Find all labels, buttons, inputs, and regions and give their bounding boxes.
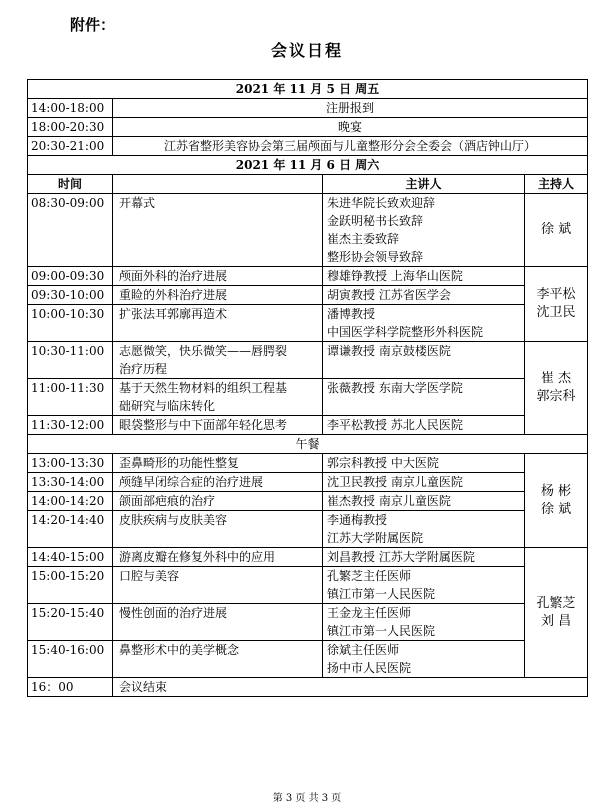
- host-cell: [525, 548, 588, 678]
- schedule-table: [27, 79, 588, 697]
- topic-line: 础研究与临床转化: [119, 399, 216, 413]
- topic-cell: 重睑的外科治疗进展: [113, 286, 323, 305]
- topic-line: 志愿微笑，快乐微笑——唇腭裂: [119, 344, 288, 358]
- host-cell: [525, 342, 588, 435]
- table-row: [28, 641, 588, 678]
- speaker-line: 整形协会领导致辞: [327, 250, 424, 264]
- speaker-cell: [323, 567, 525, 604]
- host-name: 徐 斌: [540, 222, 572, 237]
- host-name: 孔繁芝: [536, 595, 576, 611]
- table-row: [28, 99, 588, 118]
- attachment-label: 附件：: [70, 16, 116, 34]
- topic-cell: 扩张法耳郭廓再造术: [113, 305, 323, 342]
- time-cell: 18:00-20:30: [28, 118, 113, 137]
- host-cell: [525, 454, 588, 548]
- time-cell: 14:00-18:00: [28, 99, 113, 118]
- event-cell: 晚宴: [113, 118, 588, 137]
- speaker-line: 穆雄铮教授 上海华山医院: [327, 269, 463, 283]
- lunch-row: [28, 435, 588, 454]
- topic-cell: 皮肤疾病与皮肤美容: [113, 511, 323, 548]
- table-row: [28, 342, 588, 379]
- table-row: [28, 416, 588, 435]
- speaker-line: 扬中市人民医院: [327, 661, 412, 675]
- page-title: 会议日程: [270, 41, 343, 60]
- speaker-line: 胡寅教授 江苏省医学会: [327, 288, 451, 302]
- table-row: [28, 548, 588, 567]
- host-name: 沈卫民: [536, 305, 576, 320]
- host-name: 崔 杰: [540, 371, 572, 386]
- speaker-line: 金跃明秘书长致辞: [327, 214, 424, 228]
- speaker-line: 王金龙主任医师: [327, 606, 412, 620]
- time-cell: 16：00: [28, 678, 113, 697]
- speaker-line: 朱进华院长致欢迎辞: [327, 196, 436, 210]
- day2-heading: 2021 年 11 月 6 日 周六: [28, 156, 588, 175]
- table-row: [28, 492, 588, 511]
- speaker-line: 谭谦教授 南京鼓楼医院: [327, 344, 451, 358]
- table-row: [28, 604, 588, 641]
- day1-heading: 2021 年 11 月 5 日 周五: [28, 80, 588, 99]
- topic-line: 治疗历程: [119, 362, 168, 376]
- time-cell: 09:00-09:30: [28, 267, 113, 286]
- speaker-cell: [323, 511, 525, 548]
- time-cell: 11:30-12:00: [28, 416, 113, 435]
- table-row: [28, 678, 588, 697]
- topic-cell: 歪鼻畸形的功能性整复: [113, 454, 323, 473]
- table-row: [28, 118, 588, 137]
- event-cell: 江苏省整形美容协会第三届颅面与儿童整形分会全委会（酒店钟山厅）: [113, 137, 588, 156]
- topic-cell: [113, 379, 323, 416]
- speaker-cell: [323, 641, 525, 678]
- topic-cell: 鼻整形术中的美学概念: [113, 641, 323, 678]
- speaker-line: 沈卫民教授 南京儿童医院: [327, 475, 463, 489]
- col-header-speaker: 主讲人: [323, 175, 525, 194]
- topic-cell: 会议结束: [113, 678, 588, 697]
- column-header-row: [28, 175, 588, 194]
- speaker-line: 潘博教授: [327, 307, 376, 321]
- time-cell: 14:00-14:20: [28, 492, 113, 511]
- topic-cell: [113, 342, 323, 379]
- speaker-line: 中国医学科学院整形外科医院: [327, 325, 484, 339]
- col-header-time: 时间: [28, 175, 113, 194]
- speaker-line: 徐斌主任医师: [327, 643, 400, 657]
- speaker-line: 崔杰主委致辞: [327, 232, 400, 246]
- speaker-cell: [323, 604, 525, 641]
- table-row: [28, 379, 588, 416]
- topic-cell: 颅面外科的治疗进展: [113, 267, 323, 286]
- time-cell: 15:00-15:20: [28, 567, 113, 604]
- topic-cell: 颌面部疤痕的治疗: [113, 492, 323, 511]
- host-name: 李平松: [536, 287, 576, 302]
- time-cell: 09:30-10:00: [28, 286, 113, 305]
- speaker-line: 镇江市第一人民医院: [327, 624, 436, 638]
- time-cell: 15:20-15:40: [28, 604, 113, 641]
- time-cell: 15:40-16:00: [28, 641, 113, 678]
- speaker-line: 孔繁芝主任医师: [327, 569, 412, 583]
- host-cell: [525, 194, 588, 267]
- speaker-line: 张薇教授 东南大学医学院: [327, 381, 463, 395]
- topic-cell: 游离皮瓣在修复外科中的应用: [113, 548, 323, 567]
- table-row: [28, 286, 588, 305]
- host-name: 刘 昌: [540, 613, 572, 629]
- time-cell: 14:20-14:40: [28, 511, 113, 548]
- topic-cell: 开幕式: [113, 194, 323, 267]
- speaker-cell: [323, 416, 525, 435]
- time-cell: 13:30-14:00: [28, 473, 113, 492]
- table-row: [28, 454, 588, 473]
- host-name: 郭宗科: [536, 389, 576, 404]
- host-cell: [525, 267, 588, 342]
- lunch-cell: 午餐: [28, 435, 588, 454]
- speaker-line: 镇江市第一人民医院: [327, 587, 436, 601]
- table-row: [28, 194, 588, 267]
- day2-heading-row: [28, 156, 588, 175]
- speaker-line: 江苏大学附属医院: [327, 531, 424, 545]
- time-cell: 11:00-11:30: [28, 379, 113, 416]
- speaker-cell: [323, 548, 525, 567]
- day1-heading-row: [28, 80, 588, 99]
- speaker-line: 刘昌教授 江苏大学附属医院: [327, 550, 475, 564]
- table-row: [28, 305, 588, 342]
- time-cell: 10:30-11:00: [28, 342, 113, 379]
- speaker-cell: [323, 473, 525, 492]
- table-row: [28, 267, 588, 286]
- speaker-cell: [323, 305, 525, 342]
- speaker-cell: [323, 492, 525, 511]
- topic-cell: 颅缝早闭综合症的治疗进展: [113, 473, 323, 492]
- topic-line: 基于天然生物材料的组织工程基: [119, 381, 288, 395]
- speaker-line: 李平松教授 苏北人民医院: [327, 418, 463, 432]
- speaker-cell: [323, 454, 525, 473]
- time-cell: 14:40-15:00: [28, 548, 113, 567]
- table-row: [28, 511, 588, 548]
- speaker-cell: [323, 286, 525, 305]
- speaker-cell: [323, 267, 525, 286]
- speaker-line: 崔杰教授 南京儿童医院: [327, 494, 451, 508]
- speaker-cell: [323, 379, 525, 416]
- col-header-host: 主持人: [525, 175, 588, 194]
- host-name: 杨 彬: [540, 483, 572, 499]
- speaker-cell: [323, 194, 525, 267]
- topic-cell: 慢性创面的治疗进展: [113, 604, 323, 641]
- topic-cell: 眼袋整形与中下面部年轻化思考: [113, 416, 323, 435]
- table-row: [28, 567, 588, 604]
- col-header-topic: [113, 175, 323, 194]
- time-cell: 20:30-21:00: [28, 137, 113, 156]
- speaker-cell: [323, 342, 525, 379]
- table-row: [28, 473, 588, 492]
- host-name: 徐 斌: [540, 501, 572, 517]
- time-cell: 08:30-09:00: [28, 194, 113, 267]
- topic-cell: 口腔与美容: [113, 567, 323, 604]
- event-cell: 注册报到: [113, 99, 588, 118]
- time-cell: 13:00-13:30: [28, 454, 113, 473]
- speaker-line: 郭宗科教授 中大医院: [327, 456, 439, 470]
- time-cell: 10:00-10:30: [28, 305, 113, 342]
- page-footer: 第 3 页 共 3 页: [272, 793, 342, 804]
- table-row: [28, 137, 588, 156]
- speaker-line: 李通梅教授: [327, 513, 388, 527]
